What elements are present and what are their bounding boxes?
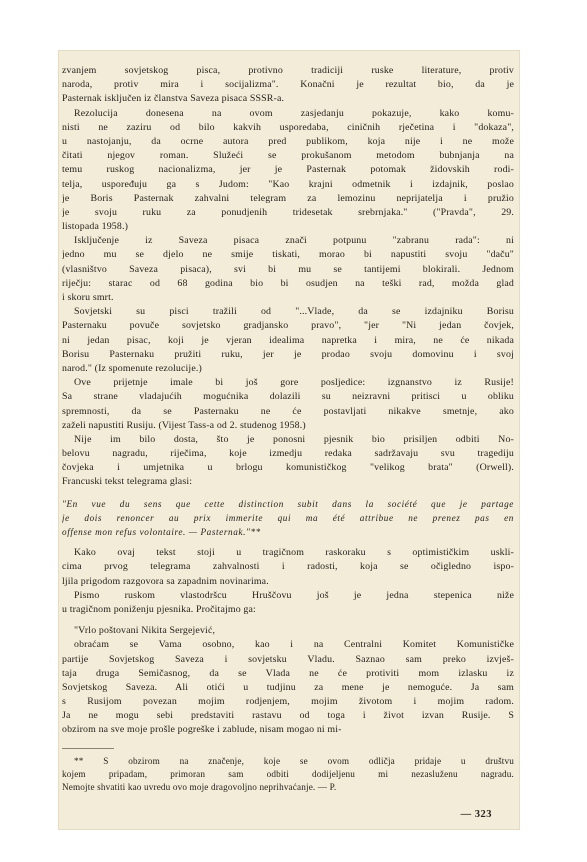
text-line: Pasternak isključen iz članstva Saveza pisaca SSSR-a.	[62, 93, 285, 105]
paragraph	[62, 64, 514, 107]
text-line: "En vue du sens que cette distinction subit dans la société que je partage	[62, 498, 514, 509]
quoted-telegram	[62, 497, 514, 540]
text-line: narod." (Iz spomenute rezolucije.)	[62, 362, 202, 374]
text-line: Nije im bilo dosta, što je ponosni pjesnik bio prisiljen odbiti No-	[74, 433, 514, 445]
text-line: Sa strane vladajućih mogućnika dolazili su neizravni pritisci u obliku	[62, 391, 514, 403]
text-line: Isključenje iz Saveza pisaca znači potpunu "zabranu rada": ni	[74, 235, 514, 247]
page-number: — 323	[460, 809, 492, 820]
quoted-letter	[62, 624, 514, 738]
paragraph	[62, 433, 514, 490]
text-line: i skoru smrt.	[62, 292, 114, 303]
text-line: "Vrlo poštovani Nikita Sergejević,	[74, 625, 216, 637]
text-line: taja druga Semičasnog, da se Vlada ne će protiviti mom izlasku iz	[62, 667, 514, 679]
paragraph	[62, 234, 514, 305]
text-line: čitati njegov roman. Služeći se prokušanom metodom bubnjanja na	[62, 150, 514, 162]
footnote-separator	[62, 748, 114, 749]
text-line: jedno mu se djelo ne smije tiskati, morao bi napustiti svoju "daču"	[62, 249, 514, 261]
text-line: telja, uspoređuju ga s Judom: "Kao krajni odmetnik i izdajnik, poslao	[62, 178, 514, 190]
text-line: obraćam se Vama osobno, kao i na Centralni Komitet Komunističke	[74, 639, 514, 651]
footnote	[62, 755, 514, 794]
paragraph	[62, 546, 514, 589]
footnote-line: ** S obzirom na značenje, koje se ovom odličja pridaje u društvu	[74, 755, 514, 766]
text-line: Sovjetskog Saveza. Ali otići u tudjinu za mene je nemoguće. Ja sam	[62, 681, 514, 693]
text-line: Rezolucija donesena na ovom zasjedanju pokazuje, kako komu-	[74, 107, 514, 119]
book-page	[58, 50, 520, 830]
text-line: naroda, protiv mira i socijalizma". Konačni je rezultat bio, da je	[62, 79, 514, 91]
text-line: s Rusijom povezan mojim rodjenjem, mojim životom i mojim radom.	[62, 696, 514, 708]
text-line: partije Sovjetskog Saveza i sovjetsku Vladu. Saznao sam preko izvješ-	[62, 653, 514, 665]
paragraph	[62, 589, 514, 617]
paragraph	[62, 376, 514, 433]
text-line: čovjeka i umjetnika u brlogu komunističkog "velikog brata" (Orwell).	[62, 462, 514, 474]
paragraph	[62, 107, 514, 235]
footnote-line: kojem pripadam, primoran sam odbiti dodijeljenu mi nezasluženu nagradu.	[62, 768, 514, 779]
text-line: Borisu Pasternaku pružiti ruku, jer je prodao svoju domovinu i svoj	[62, 348, 514, 360]
text-line: ljila prigodom razgovora sa zapadnim novinarima.	[62, 575, 269, 587]
text-line: Pasternaku povuče sovjetsko gradjansko pravo", "jer "Ni jedan čovjek,	[62, 320, 514, 332]
article-body	[62, 64, 514, 794]
text-line: Francuski tekst telegrama glasi:	[62, 476, 193, 488]
text-line: cima prvog telegrama zahvalnosti i radosti, koja se očigledno ispo-	[62, 561, 514, 573]
text-line: riječju: starac od 68 godina bio bi osudjen na teški rad, možda glad	[62, 277, 514, 289]
text-line: obzirom na sve moje prošle pogreške i zablude, nisam mogao ni mi-	[62, 724, 342, 736]
text-line: Sovjetski su pisci tražili od "...Vlade, da se izdajniku Borisu	[74, 306, 514, 318]
text-line: zaželi napustiti Rusiju. (Vijest Tass-a od 2. studenog 1958.)	[62, 419, 306, 431]
text-line: offense mon refus volontaire. — Pasternak."**	[62, 527, 261, 537]
text-line: je svoju ruku za ponudjenih tridesetak srebrnjaka." ("Pravda", 29.	[62, 206, 514, 218]
text-line: je Boris Pasternak zahvalni telegram za lemozinu neprijatelja i pružio	[62, 192, 514, 204]
text-line: je dois renoncer au prix immerite qui ma été attribue ne prenez pas en	[62, 512, 514, 523]
text-line: temu ruskog nacionalizma, jer je Pasternak potomak židovskih rodi-	[62, 164, 514, 176]
text-line: nisti ne zaziru od bilo kakvih usporedaba, ciničnih rječetina i "dokaza",	[62, 121, 514, 133]
text-line: u tragičnom poniženju pjesnika. Pročitajmo ga:	[62, 603, 256, 615]
text-line: Pismo ruskom vlastodršcu Hruščovu još je jedna stepenica niže	[74, 589, 514, 601]
text-line: Kako ovaj tekst stoji u tragičnom raskoraku s optimističkim uskli-	[74, 547, 514, 559]
text-line: ni jedan pisac, koji je vjeran idealima napretka i mira, ne će nikada	[62, 334, 514, 346]
text-line: belovu nagradu, riječima, koje izmedju redaka sadržavaju svu tragediju	[62, 448, 514, 460]
footnote-line: Nemojte shvatiti kao uvredu ovo moje dragovoljno neprihvaćanje. — P.	[62, 781, 337, 792]
text-line: Ove prijetnje imale bi još gore posljedice: izgnanstvo iz Rusije!	[74, 377, 514, 389]
text-line: spremnosti, da se Pasternaku ne će postavljati nikakve smetnje, ako	[62, 405, 514, 417]
text-line: Ja ne mogu sebi predstaviti rastavu od toga i život izvan Rusije. S	[62, 710, 514, 722]
text-line: u nastojanju, da ocrne autora pred publikom, koja nije i ne može	[62, 135, 514, 147]
text-line: (vlasništvo Saveza pisaca), svi bi mu se tantijemi blokirali. Jednom	[62, 263, 514, 275]
text-line: zvanjem sovjetskog pisca, protivno tradiciji ruske literature, protiv	[62, 65, 514, 76]
paragraph	[62, 305, 514, 376]
text-line: listopada 1958.)	[62, 221, 129, 233]
